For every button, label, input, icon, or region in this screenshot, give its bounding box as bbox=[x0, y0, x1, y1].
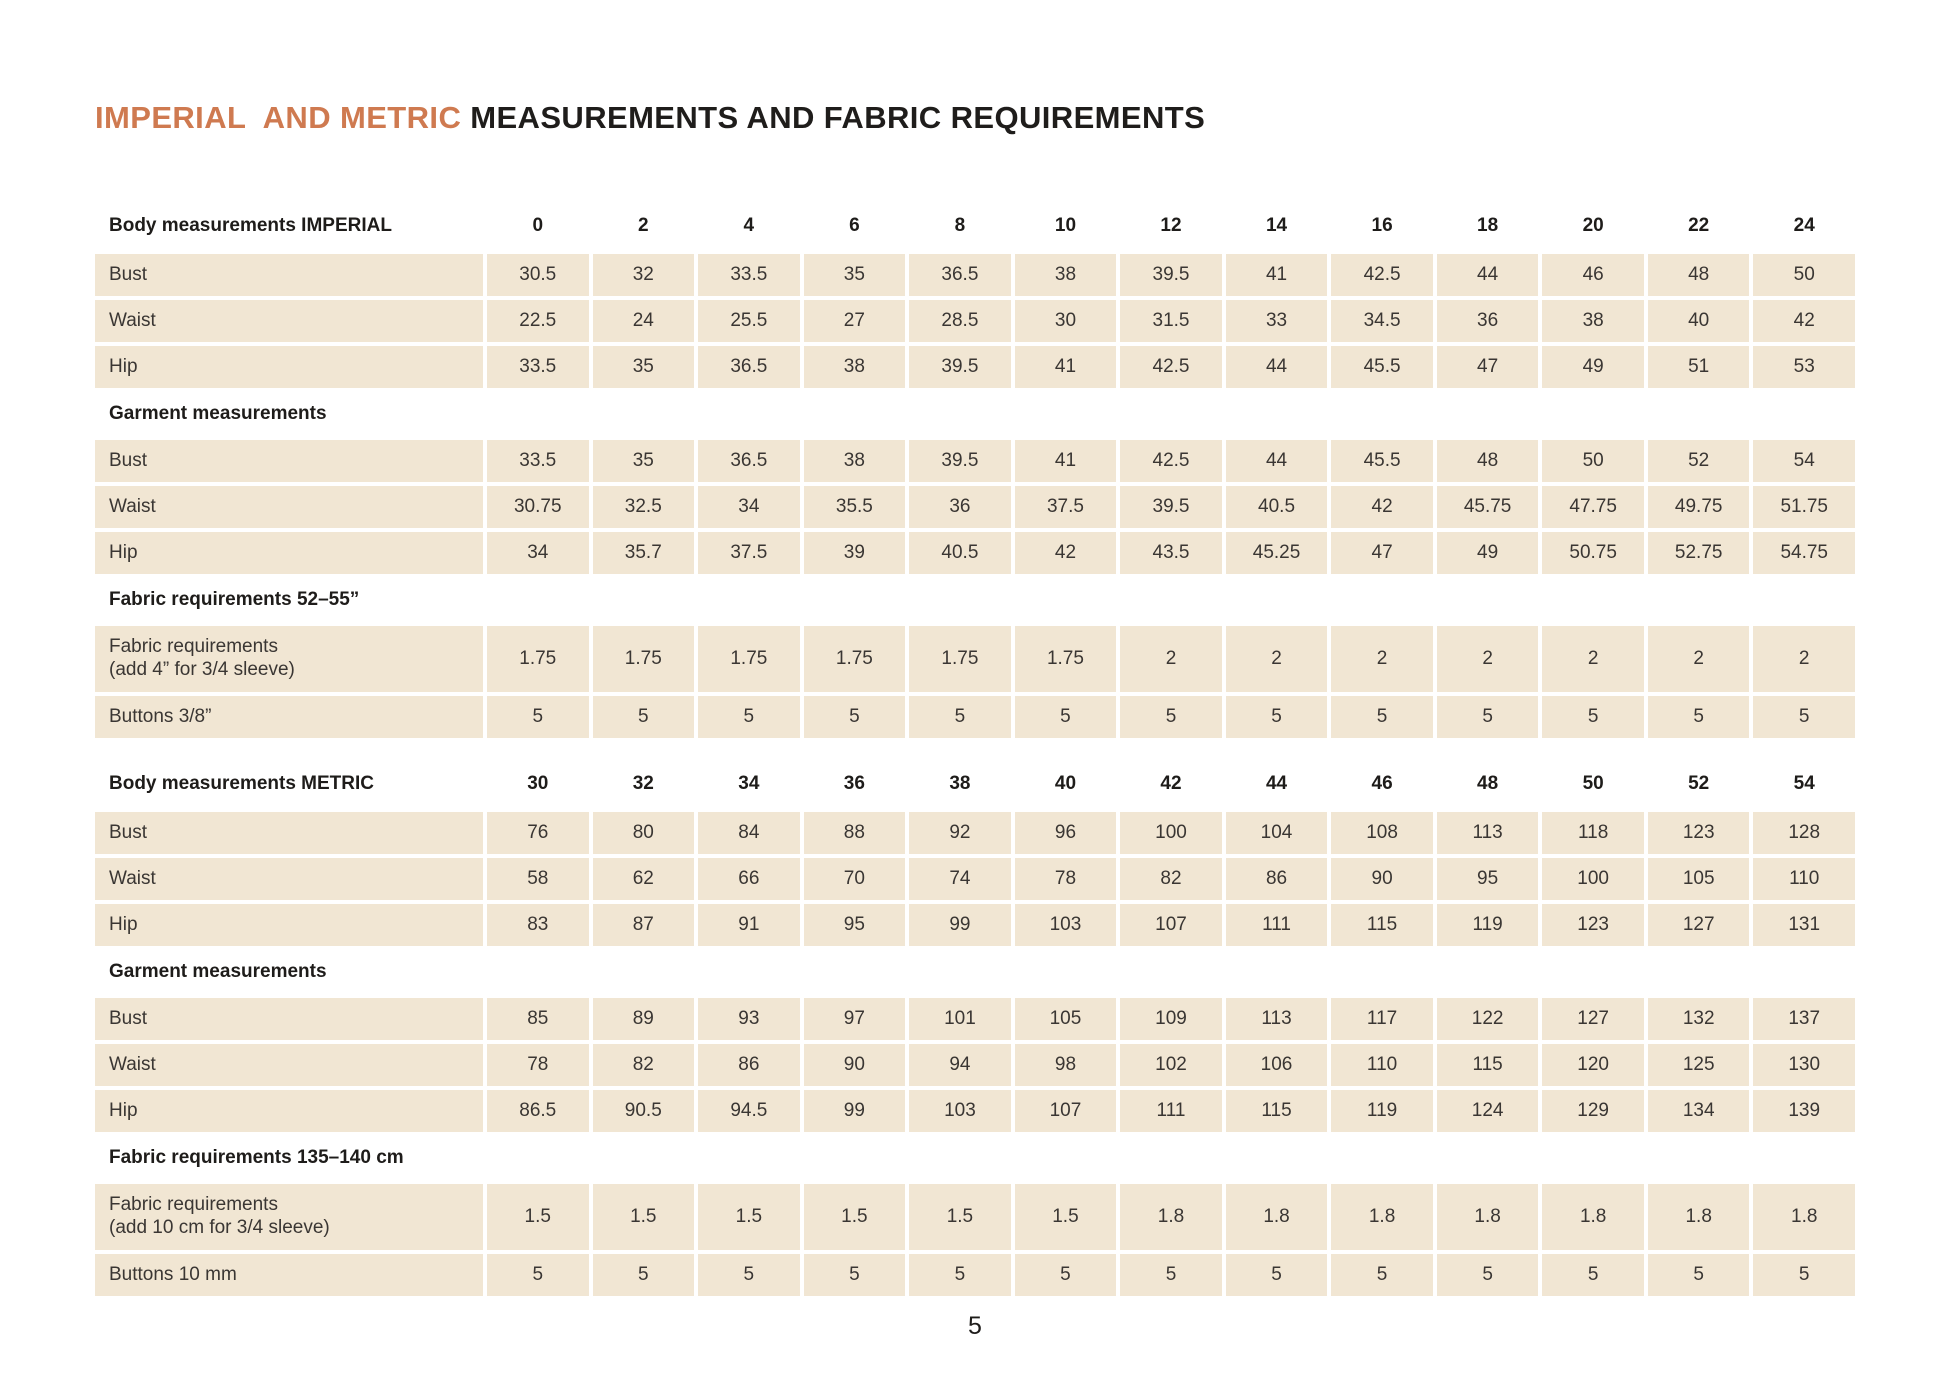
value-cell: 86.5 bbox=[487, 1090, 589, 1132]
value-cell: 137 bbox=[1753, 998, 1855, 1040]
value-cell: 51 bbox=[1648, 346, 1750, 388]
value-cell: 104 bbox=[1226, 812, 1328, 854]
row-label: Waist bbox=[95, 1044, 483, 1086]
size-cell: 0 bbox=[532, 214, 544, 236]
row-label: Fabric requirements (add 10 cm for 3/4 sleeve) bbox=[95, 1184, 483, 1250]
value-cell: 2 bbox=[1437, 626, 1539, 692]
table-row bbox=[95, 1254, 1855, 1296]
value-cell: 128 bbox=[1753, 812, 1855, 854]
value-cell: 90 bbox=[1331, 858, 1433, 900]
size-cell: 16 bbox=[1371, 214, 1393, 236]
value-cell: 132 bbox=[1648, 998, 1750, 1040]
value-cell: 118 bbox=[1542, 812, 1644, 854]
value-cell: 30.5 bbox=[487, 254, 589, 296]
value-cell: 41 bbox=[1226, 254, 1328, 296]
section-header-row bbox=[95, 578, 1855, 622]
value-cell: 109 bbox=[1120, 998, 1222, 1040]
size-cell: 32 bbox=[632, 772, 654, 794]
row-label: Buttons 10 mm bbox=[95, 1254, 483, 1296]
value-cell: 5 bbox=[1015, 696, 1117, 738]
value-cell: 35 bbox=[804, 254, 906, 296]
size-cell: 10 bbox=[1054, 214, 1077, 236]
value-cell: 125 bbox=[1648, 1044, 1750, 1086]
value-cell: 123 bbox=[1648, 812, 1750, 854]
value-cell: 1.8 bbox=[1331, 1184, 1433, 1250]
value-cell: 5 bbox=[1015, 1254, 1117, 1296]
size-header-row bbox=[95, 760, 1855, 808]
value-cell: 33.5 bbox=[487, 440, 589, 482]
row-label: Waist bbox=[95, 486, 483, 528]
value-cell: 39.5 bbox=[909, 346, 1011, 388]
value-cell: 95 bbox=[804, 904, 906, 946]
value-cell: 5 bbox=[487, 1254, 589, 1296]
row-label: Garment measurements bbox=[109, 960, 327, 982]
value-cell: 110 bbox=[1753, 858, 1855, 900]
value-cell: 5 bbox=[1753, 1254, 1855, 1296]
value-cell: 5 bbox=[1226, 696, 1328, 738]
value-cell: 42 bbox=[1753, 300, 1855, 342]
size-cell: 50 bbox=[1582, 772, 1604, 794]
value-cell: 70 bbox=[804, 858, 906, 900]
value-cell: 103 bbox=[1015, 904, 1117, 946]
value-cell: 102 bbox=[1120, 1044, 1222, 1086]
row-label: Bust bbox=[95, 440, 483, 482]
value-cell: 33 bbox=[1226, 300, 1328, 342]
size-cell: 46 bbox=[1371, 772, 1393, 794]
value-cell: 2 bbox=[1120, 626, 1222, 692]
table-row bbox=[95, 254, 1855, 296]
value-cell: 38 bbox=[804, 440, 906, 482]
table-row bbox=[95, 300, 1855, 342]
value-cell: 1.75 bbox=[487, 626, 589, 692]
value-cell: 93 bbox=[698, 998, 800, 1040]
value-cell: 100 bbox=[1542, 858, 1644, 900]
value-cell: 38 bbox=[1542, 300, 1644, 342]
value-cell: 32 bbox=[593, 254, 695, 296]
value-cell: 98 bbox=[1015, 1044, 1117, 1086]
value-cell: 39.5 bbox=[1120, 486, 1222, 528]
value-cell: 5 bbox=[487, 696, 589, 738]
value-cell: 35 bbox=[593, 440, 695, 482]
value-cell: 32.5 bbox=[593, 486, 695, 528]
size-cell: 48 bbox=[1477, 772, 1499, 794]
value-cell: 1.8 bbox=[1120, 1184, 1222, 1250]
row-label: Fabric requirements 52–55” bbox=[109, 588, 360, 610]
value-cell: 107 bbox=[1015, 1090, 1117, 1132]
value-cell: 113 bbox=[1437, 812, 1539, 854]
size-table bbox=[95, 202, 1855, 1296]
value-cell: 115 bbox=[1226, 1090, 1328, 1132]
value-cell: 38 bbox=[1015, 254, 1117, 296]
value-cell: 76 bbox=[487, 812, 589, 854]
value-cell: 2 bbox=[1226, 626, 1328, 692]
value-cell: 127 bbox=[1648, 904, 1750, 946]
table-row bbox=[95, 1044, 1855, 1086]
value-cell: 106 bbox=[1226, 1044, 1328, 1086]
value-cell: 99 bbox=[804, 1090, 906, 1132]
value-cell: 101 bbox=[909, 998, 1011, 1040]
value-cell: 5 bbox=[1437, 1254, 1539, 1296]
value-cell: 27 bbox=[804, 300, 906, 342]
value-cell: 113 bbox=[1226, 998, 1328, 1040]
value-cell: 1.5 bbox=[804, 1184, 906, 1250]
value-cell: 52 bbox=[1648, 440, 1750, 482]
value-cell: 36 bbox=[1437, 300, 1539, 342]
section-header-row bbox=[95, 392, 1855, 436]
row-label: Hip bbox=[95, 346, 483, 388]
value-cell: 1.5 bbox=[593, 1184, 695, 1250]
value-cell: 90 bbox=[804, 1044, 906, 1086]
size-cell: 34 bbox=[738, 772, 760, 794]
table-row bbox=[95, 626, 1855, 692]
size-cell: 2 bbox=[638, 214, 649, 236]
value-cell: 74 bbox=[909, 858, 1011, 900]
size-cell: 24 bbox=[1793, 214, 1815, 236]
value-cell: 43.5 bbox=[1120, 532, 1222, 574]
value-cell: 47 bbox=[1437, 346, 1539, 388]
value-cell: 42 bbox=[1015, 532, 1117, 574]
size-cell: 38 bbox=[949, 772, 971, 794]
value-cell: 111 bbox=[1120, 1090, 1222, 1132]
value-cell: 35.7 bbox=[593, 532, 695, 574]
value-cell: 94 bbox=[909, 1044, 1011, 1086]
value-cell: 45.5 bbox=[1331, 440, 1433, 482]
value-cell: 5 bbox=[909, 696, 1011, 738]
value-cell: 42 bbox=[1331, 486, 1433, 528]
size-cell: 40 bbox=[1054, 772, 1077, 794]
value-cell: 87 bbox=[593, 904, 695, 946]
value-cell: 50 bbox=[1542, 440, 1644, 482]
value-cell: 131 bbox=[1753, 904, 1855, 946]
value-cell: 94.5 bbox=[698, 1090, 800, 1132]
value-cell: 48 bbox=[1437, 440, 1539, 482]
page-title-accent: IMPERIAL AND METRIC bbox=[95, 100, 471, 135]
value-cell: 31.5 bbox=[1120, 300, 1222, 342]
value-cell: 83 bbox=[487, 904, 589, 946]
row-label: Waist bbox=[95, 300, 483, 342]
value-cell: 47 bbox=[1331, 532, 1433, 574]
table-row bbox=[95, 486, 1855, 528]
value-cell: 91 bbox=[698, 904, 800, 946]
value-cell: 115 bbox=[1437, 1044, 1539, 1086]
value-cell: 5 bbox=[1120, 1254, 1222, 1296]
value-cell: 49 bbox=[1437, 532, 1539, 574]
value-cell: 5 bbox=[1226, 1254, 1328, 1296]
value-cell: 34 bbox=[698, 486, 800, 528]
value-cell: 50 bbox=[1753, 254, 1855, 296]
size-cell: 42 bbox=[1160, 772, 1182, 794]
size-cell: 14 bbox=[1265, 214, 1288, 236]
value-cell: 115 bbox=[1331, 904, 1433, 946]
section-header-row bbox=[95, 1136, 1855, 1180]
value-cell: 51.75 bbox=[1753, 486, 1855, 528]
value-cell: 2 bbox=[1753, 626, 1855, 692]
value-cell: 28.5 bbox=[909, 300, 1011, 342]
value-cell: 37.5 bbox=[698, 532, 800, 574]
value-cell: 1.75 bbox=[804, 626, 906, 692]
value-cell: 54 bbox=[1753, 440, 1855, 482]
value-cell: 90.5 bbox=[593, 1090, 695, 1132]
value-cell: 5 bbox=[804, 1254, 906, 1296]
size-cell: 20 bbox=[1582, 214, 1604, 236]
value-cell: 45.5 bbox=[1331, 346, 1433, 388]
row-label: Hip bbox=[95, 904, 483, 946]
size-cell: 30 bbox=[527, 772, 549, 794]
size-cell: 4 bbox=[743, 214, 755, 236]
value-cell: 80 bbox=[593, 812, 695, 854]
value-cell: 96 bbox=[1015, 812, 1117, 854]
table-row bbox=[95, 812, 1855, 854]
value-cell: 5 bbox=[1120, 696, 1222, 738]
value-cell: 85 bbox=[487, 998, 589, 1040]
size-cell: 18 bbox=[1477, 214, 1499, 236]
value-cell: 62 bbox=[593, 858, 695, 900]
row-label: Fabric requirements 135–140 cm bbox=[109, 1146, 404, 1168]
value-cell: 25.5 bbox=[698, 300, 800, 342]
value-cell: 2 bbox=[1331, 626, 1433, 692]
value-cell: 33.5 bbox=[487, 346, 589, 388]
table-row bbox=[95, 532, 1855, 574]
row-label: Bust bbox=[95, 998, 483, 1040]
value-cell: 42.5 bbox=[1120, 440, 1222, 482]
page-number: 5 bbox=[968, 1312, 982, 1340]
table-row bbox=[95, 1090, 1855, 1132]
size-cell: 52 bbox=[1688, 772, 1710, 794]
table-row bbox=[95, 440, 1855, 482]
value-cell: 36.5 bbox=[698, 346, 800, 388]
page-title-rest: MEASUREMENTS AND FABRIC REQUIREMENTS bbox=[470, 100, 1206, 135]
row-label: Waist bbox=[95, 858, 483, 900]
value-cell: 1.8 bbox=[1753, 1184, 1855, 1250]
value-cell: 1.8 bbox=[1542, 1184, 1644, 1250]
value-cell: 1.75 bbox=[909, 626, 1011, 692]
value-cell: 5 bbox=[804, 696, 906, 738]
value-cell: 1.5 bbox=[698, 1184, 800, 1250]
value-cell: 120 bbox=[1542, 1044, 1644, 1086]
value-cell: 44 bbox=[1437, 254, 1539, 296]
size-cell: 36 bbox=[843, 772, 865, 794]
value-cell: 97 bbox=[804, 998, 906, 1040]
value-cell: 2 bbox=[1648, 626, 1750, 692]
size-header-row bbox=[95, 202, 1855, 250]
value-cell: 100 bbox=[1120, 812, 1222, 854]
value-cell: 40.5 bbox=[1226, 486, 1328, 528]
table-row bbox=[95, 696, 1855, 738]
value-cell: 78 bbox=[487, 1044, 589, 1086]
value-cell: 5 bbox=[698, 1254, 800, 1296]
row-label: Buttons 3/8” bbox=[95, 696, 483, 738]
size-cell: 22 bbox=[1688, 214, 1710, 236]
value-cell: 47.75 bbox=[1542, 486, 1644, 528]
value-cell: 129 bbox=[1542, 1090, 1644, 1132]
value-cell: 42.5 bbox=[1120, 346, 1222, 388]
value-cell: 40 bbox=[1648, 300, 1750, 342]
table-row bbox=[95, 998, 1855, 1040]
row-label: Garment measurements bbox=[109, 402, 327, 424]
value-cell: 5 bbox=[1753, 696, 1855, 738]
value-cell: 44 bbox=[1226, 440, 1328, 482]
value-cell: 24 bbox=[593, 300, 695, 342]
value-cell: 1.5 bbox=[487, 1184, 589, 1250]
value-cell: 5 bbox=[593, 1254, 695, 1296]
size-cell: 44 bbox=[1265, 772, 1288, 794]
value-cell: 119 bbox=[1437, 904, 1539, 946]
size-cell: 12 bbox=[1160, 214, 1182, 236]
value-cell: 37.5 bbox=[1015, 486, 1117, 528]
value-cell: 78 bbox=[1015, 858, 1117, 900]
value-cell: 105 bbox=[1648, 858, 1750, 900]
value-cell: 1.5 bbox=[1015, 1184, 1117, 1250]
value-cell: 89 bbox=[593, 998, 695, 1040]
value-cell: 34.5 bbox=[1331, 300, 1433, 342]
value-cell: 108 bbox=[1331, 812, 1433, 854]
value-cell: 82 bbox=[1120, 858, 1222, 900]
value-cell: 36.5 bbox=[698, 440, 800, 482]
value-cell: 39 bbox=[804, 532, 906, 574]
value-cell: 38 bbox=[804, 346, 906, 388]
value-cell: 92 bbox=[909, 812, 1011, 854]
row-label: Fabric requirements (add 4” for 3/4 sleeve) bbox=[95, 626, 483, 692]
size-cell: 6 bbox=[849, 214, 860, 236]
value-cell: 123 bbox=[1542, 904, 1644, 946]
value-cell: 134 bbox=[1648, 1090, 1750, 1132]
value-cell: 35.5 bbox=[804, 486, 906, 528]
value-cell: 52.75 bbox=[1648, 532, 1750, 574]
value-cell: 1.75 bbox=[593, 626, 695, 692]
value-cell: 107 bbox=[1120, 904, 1222, 946]
table-row bbox=[95, 1184, 1855, 1250]
value-cell: 130 bbox=[1753, 1044, 1855, 1086]
value-cell: 103 bbox=[909, 1090, 1011, 1132]
value-cell: 99 bbox=[909, 904, 1011, 946]
table-row bbox=[95, 346, 1855, 388]
value-cell: 30 bbox=[1015, 300, 1117, 342]
value-cell: 45.75 bbox=[1437, 486, 1539, 528]
value-cell: 105 bbox=[1015, 998, 1117, 1040]
value-cell: 39.5 bbox=[1120, 254, 1222, 296]
value-cell: 42.5 bbox=[1331, 254, 1433, 296]
row-label: Body measurements METRIC bbox=[109, 772, 375, 794]
value-cell: 54.75 bbox=[1753, 532, 1855, 574]
value-cell: 1.8 bbox=[1437, 1184, 1539, 1250]
value-cell: 1.5 bbox=[909, 1184, 1011, 1250]
table-row bbox=[95, 858, 1855, 900]
value-cell: 41 bbox=[1015, 440, 1117, 482]
size-cell: 8 bbox=[954, 214, 966, 236]
value-cell: 5 bbox=[1648, 696, 1750, 738]
value-cell: 119 bbox=[1331, 1090, 1433, 1132]
section-header-row bbox=[95, 950, 1855, 994]
value-cell: 33.5 bbox=[698, 254, 800, 296]
value-cell: 2 bbox=[1542, 626, 1644, 692]
value-cell: 58 bbox=[487, 858, 589, 900]
row-label: Hip bbox=[95, 532, 483, 574]
value-cell: 1.8 bbox=[1226, 1184, 1328, 1250]
row-label: Hip bbox=[95, 1090, 483, 1132]
value-cell: 30.75 bbox=[487, 486, 589, 528]
value-cell: 117 bbox=[1331, 998, 1433, 1040]
value-cell: 95 bbox=[1437, 858, 1539, 900]
value-cell: 122 bbox=[1437, 998, 1539, 1040]
value-cell: 111 bbox=[1226, 904, 1328, 946]
value-cell: 5 bbox=[698, 696, 800, 738]
value-cell: 46 bbox=[1542, 254, 1644, 296]
value-cell: 45.25 bbox=[1226, 532, 1328, 574]
value-cell: 49 bbox=[1542, 346, 1644, 388]
value-cell: 124 bbox=[1437, 1090, 1539, 1132]
value-cell: 22.5 bbox=[487, 300, 589, 342]
value-cell: 5 bbox=[1542, 1254, 1644, 1296]
value-cell: 66 bbox=[698, 858, 800, 900]
value-cell: 44 bbox=[1226, 346, 1328, 388]
value-cell: 53 bbox=[1753, 346, 1855, 388]
value-cell: 49.75 bbox=[1648, 486, 1750, 528]
value-cell: 5 bbox=[1437, 696, 1539, 738]
page-title bbox=[95, 100, 1855, 136]
value-cell: 50.75 bbox=[1542, 532, 1644, 574]
value-cell: 5 bbox=[1331, 1254, 1433, 1296]
value-cell: 110 bbox=[1331, 1044, 1433, 1086]
value-cell: 34 bbox=[487, 532, 589, 574]
table-row bbox=[95, 904, 1855, 946]
value-cell: 84 bbox=[698, 812, 800, 854]
value-cell: 86 bbox=[698, 1044, 800, 1086]
value-cell: 36 bbox=[909, 486, 1011, 528]
size-cell: 54 bbox=[1793, 772, 1815, 794]
value-cell: 88 bbox=[804, 812, 906, 854]
value-cell: 5 bbox=[1542, 696, 1644, 738]
value-cell: 127 bbox=[1542, 998, 1644, 1040]
value-cell: 86 bbox=[1226, 858, 1328, 900]
row-label: Body measurements IMPERIAL bbox=[109, 214, 392, 236]
value-cell: 41 bbox=[1015, 346, 1117, 388]
value-cell: 36.5 bbox=[909, 254, 1011, 296]
row-label: Bust bbox=[95, 254, 483, 296]
value-cell: 5 bbox=[593, 696, 695, 738]
value-cell: 1.8 bbox=[1648, 1184, 1750, 1250]
value-cell: 40.5 bbox=[909, 532, 1011, 574]
value-cell: 35 bbox=[593, 346, 695, 388]
value-cell: 5 bbox=[1331, 696, 1433, 738]
value-cell: 5 bbox=[909, 1254, 1011, 1296]
value-cell: 1.75 bbox=[698, 626, 800, 692]
value-cell: 48 bbox=[1648, 254, 1750, 296]
value-cell: 5 bbox=[1648, 1254, 1750, 1296]
value-cell: 139 bbox=[1753, 1090, 1855, 1132]
row-label: Bust bbox=[95, 812, 483, 854]
value-cell: 82 bbox=[593, 1044, 695, 1086]
value-cell: 39.5 bbox=[909, 440, 1011, 482]
value-cell: 1.75 bbox=[1015, 626, 1117, 692]
